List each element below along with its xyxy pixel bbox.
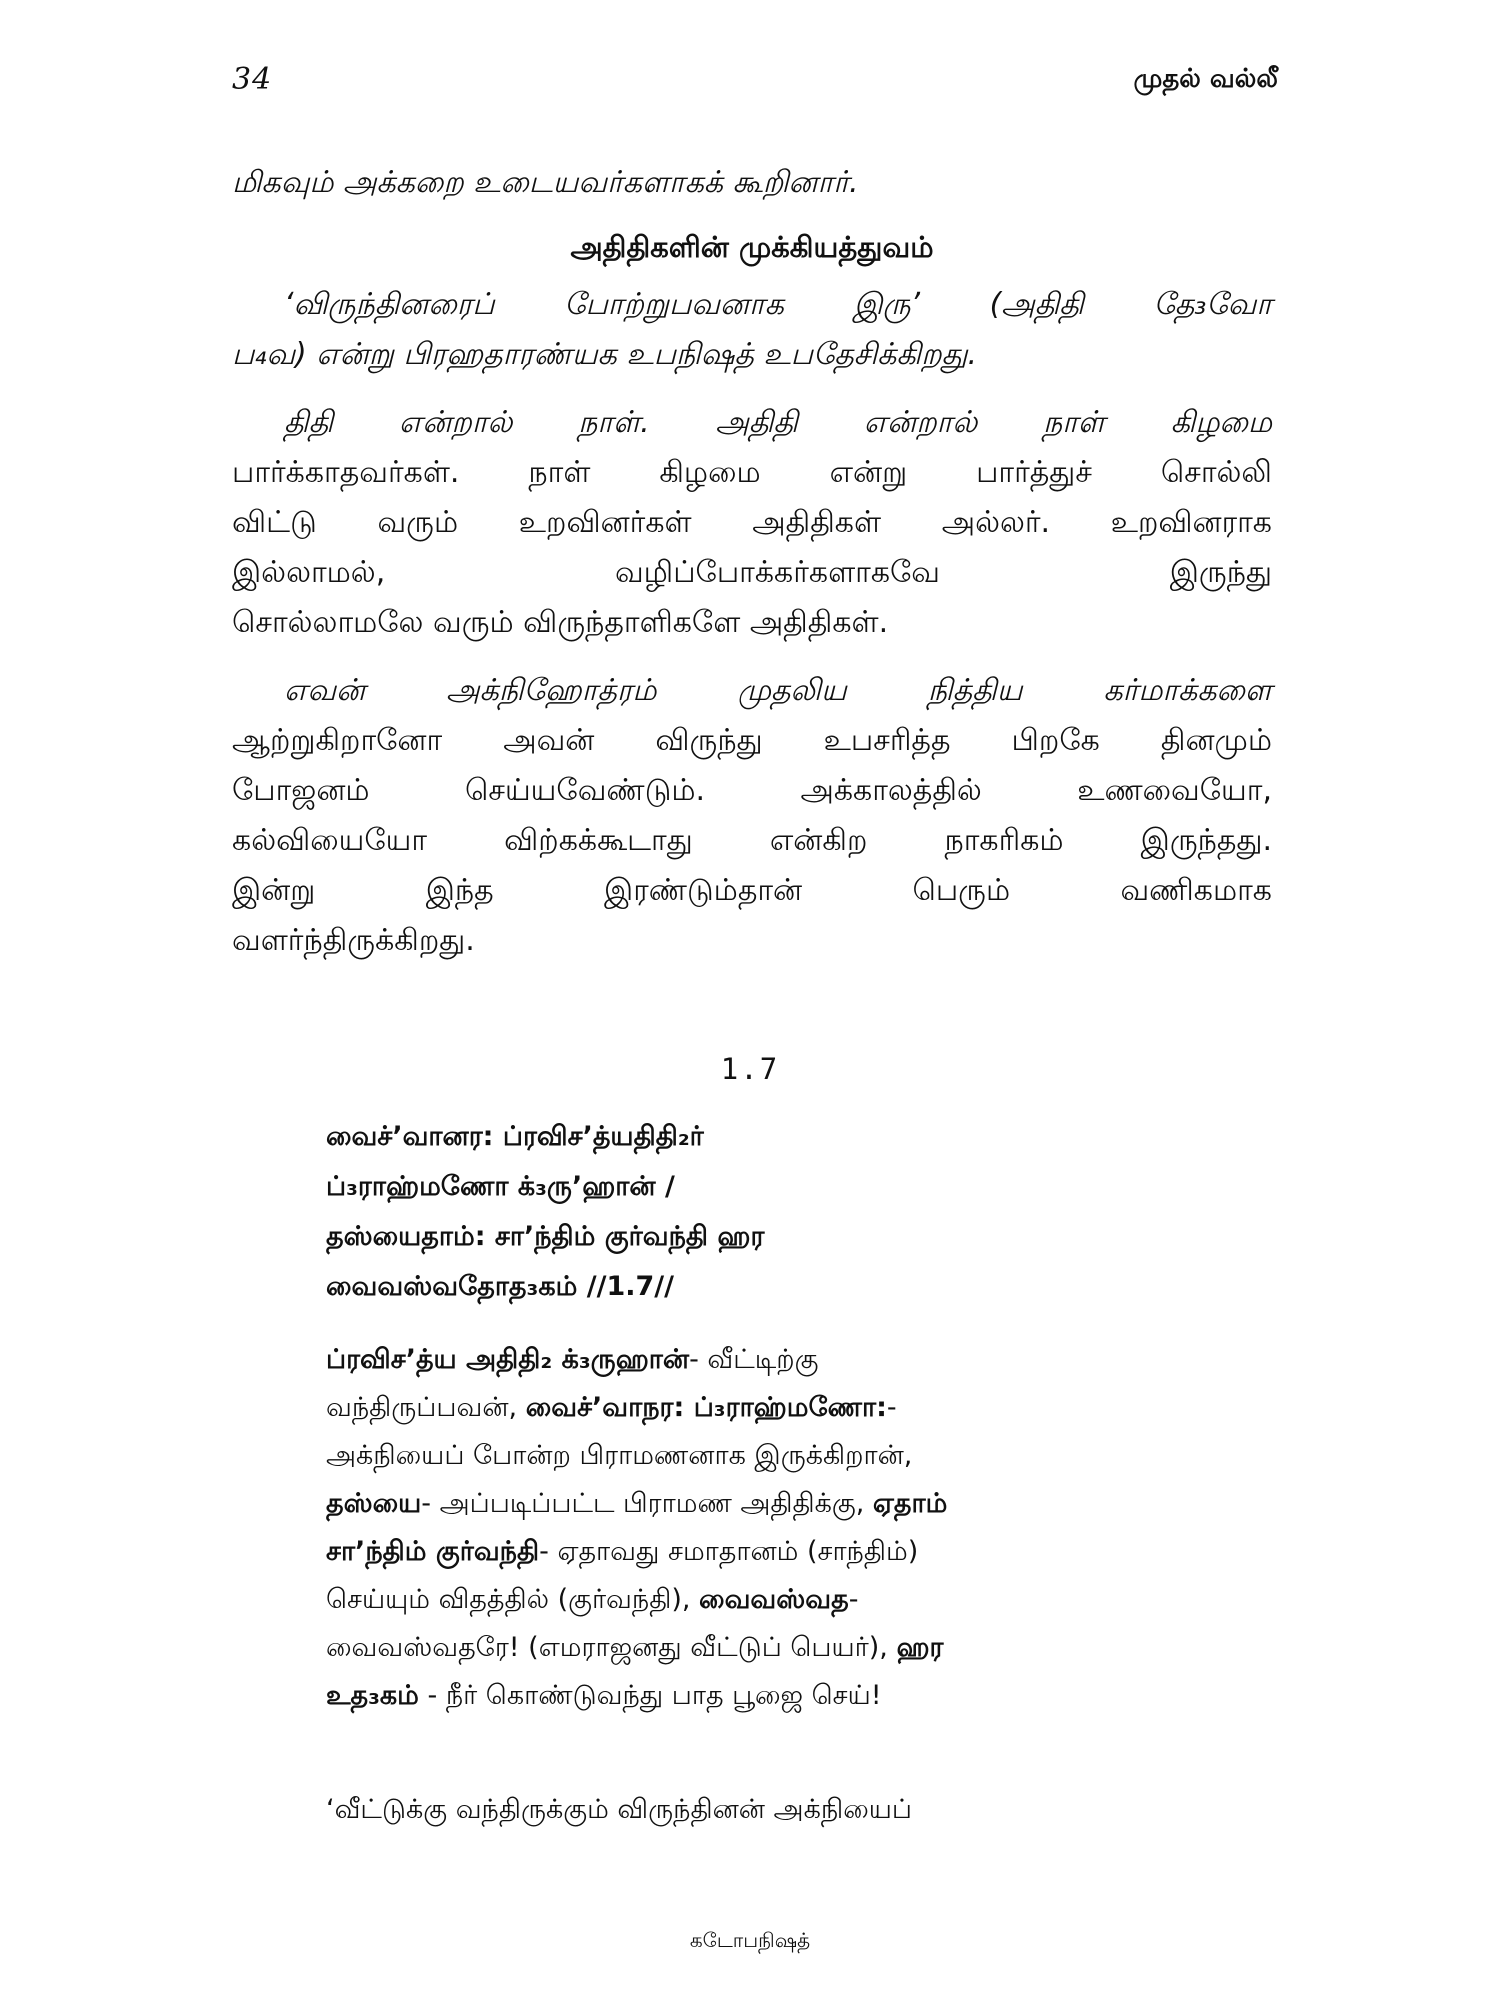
gloss-meaning: செய்யும் விதத்தில் (குர்வந்தி), (326, 1584, 700, 1615)
gloss-line (326, 1432, 1266, 1480)
gloss-meaning: - (886, 1392, 897, 1423)
gloss-line (326, 1384, 1266, 1432)
paragraph-1 (232, 280, 1272, 380)
gloss-line (326, 1528, 1266, 1576)
page-number: 34 (232, 62, 273, 97)
gloss-meaning: - ஏதாவது சமாதானம் (சாந்திம்) (539, 1536, 919, 1567)
paragraph-line: திதி என்றால் நாள். அதிதி என்றால் நாள் கிழமை (284, 405, 1272, 440)
gloss-term: வைச்’வாநர: ப்₃ராஹ்மணோ: (525, 1392, 887, 1423)
paragraph-2 (232, 398, 1272, 648)
paragraph-line: வளர்ந்திருக்கிறது. (232, 923, 475, 958)
gloss-term: ஹர (896, 1632, 944, 1663)
gloss-line (326, 1624, 1266, 1672)
running-head (232, 62, 1278, 112)
paragraph-line: ‘விருந்தினரைப் போற்றுபவனாக இரு’ (அதிதி தே₃வோ (284, 287, 1272, 322)
gloss-line (326, 1480, 1266, 1528)
gloss-line (326, 1336, 1266, 1384)
chapter-title: முதல் வல்லீ (1133, 64, 1278, 94)
gloss-term: வைவஸ்வத (699, 1584, 849, 1615)
paragraph-line: எவன் அக்நிஹோத்ரம் முதலிய நித்திய கர்மாக்களை (284, 673, 1272, 708)
verse-line: தஸ்யைதாம்: சா’ந்திம் குர்வந்தி ஹர (326, 1221, 765, 1252)
gloss-meaning: - (848, 1584, 859, 1615)
verse-number: 1.7 (720, 1052, 780, 1086)
verse-line: வைவஸ்வதோத₃கம் //1.7// (326, 1271, 675, 1302)
verse-block (326, 1112, 1266, 1312)
gloss-term: உத₃கம் (326, 1680, 419, 1711)
verse-line: வைச்’வானர: ப்ரவிச’த்யதிதி₂ர் (326, 1121, 704, 1152)
gloss-term: ப்ரவிச’த்ய அதிதி₂ க்₃ருஹான் (326, 1344, 690, 1375)
section-heading: அதிதிகளின் முக்கியத்துவம் (570, 230, 934, 264)
gloss-meaning: வந்திருப்பவன், (326, 1392, 526, 1423)
paragraph-line: விட்டு வரும் உறவினர்கள் அதிதிகள் அல்லர். உறவினராக (232, 505, 1272, 540)
paragraph-line: இன்று இந்த இரண்டும்தான் பெரும் வணிகமாக (232, 873, 1272, 908)
gloss-meaning: வைவஸ்வதரே! (எமராஜனது வீட்டுப் பெயர்), (326, 1632, 897, 1663)
paragraph-line: சொல்லாமலே வரும் விருந்தாளிகளே அதிதிகள். (232, 605, 889, 640)
gloss-term: சா’ந்திம் குர்வந்தி (326, 1536, 540, 1567)
running-footer: கடோபநிஷத் (689, 1928, 811, 1952)
paragraph-line: போஜனம் செய்யவேண்டும். அக்காலத்தில் உணவையோ, (232, 773, 1272, 808)
gloss-line (326, 1576, 1266, 1624)
intro-line: மிகவும் அக்கறை உடையவர்களாகக் கூறினார். (232, 165, 859, 200)
paragraph-line: ஆற்றுகிறானோ அவன் விருந்து உபசரித்த பிறகே தினமும் (232, 723, 1272, 758)
word-meaning-block (326, 1336, 1266, 1720)
paragraph-3 (232, 666, 1272, 966)
paragraph-line: கல்வியையோ விற்கக்கூடாது என்கிற நாகரிகம் இருந்தது. (232, 823, 1272, 858)
gloss-term: ஏதாம் (872, 1488, 948, 1519)
gloss-line (326, 1672, 1266, 1720)
paragraph-line: பார்க்காதவர்கள். நாள் கிழமை என்று பார்த்துச் சொல்லி (232, 455, 1272, 490)
gloss-meaning: அக்நியைப் போன்ற பிராமணனாக இருக்கிறான், (326, 1440, 913, 1471)
verse-line: ப்₃ராஹ்மணோ க்₃ரு’ஹான் / (326, 1171, 675, 1202)
closing-line: ‘வீட்டுக்கு வந்திருக்கும் விருந்தினன் அக்நியைப் (326, 1794, 912, 1825)
gloss-meaning: - நீர் கொண்டுவந்து பாத பூஜை செய்! (418, 1680, 882, 1711)
paragraph-line: இல்லாமல், வழிப்போக்கர்களாகவே இருந்து (232, 555, 1272, 590)
paragraph-line: ப₄வ) என்று பிரஹதாரண்யக உபநிஷத் உபதேசிக்கிறது. (232, 337, 978, 372)
gloss-term: தஸ்யை (326, 1488, 422, 1519)
gloss-meaning: - வீட்டிற்கு (689, 1344, 819, 1375)
prose-section (232, 158, 1272, 966)
gloss-meaning: - அப்படிப்பட்ட பிராமண அதிதிக்கு, (421, 1488, 873, 1519)
